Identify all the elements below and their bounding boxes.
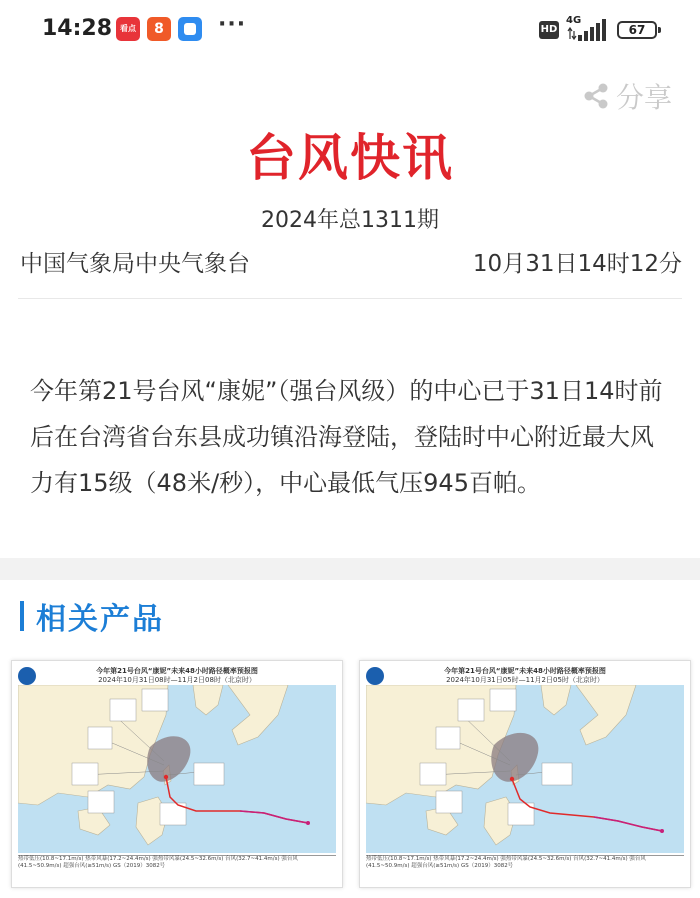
map-title-line1: 今年第21号台风“康妮”未来48小时路径概率预报图 xyxy=(96,667,258,675)
typhoon-track-map xyxy=(366,685,684,853)
typhoon-track-map-card-1[interactable] xyxy=(11,660,343,888)
app-square-icon xyxy=(178,17,202,41)
related-products-title: 相关产品 xyxy=(36,602,164,637)
typhoon-track-map xyxy=(18,685,336,853)
promo-app-icon: 8 xyxy=(147,17,171,41)
heading-accent-bar xyxy=(20,601,24,631)
share-button[interactable] xyxy=(582,80,672,112)
share-icon xyxy=(582,82,610,110)
status-time: 14:28 xyxy=(42,16,113,41)
article-body: 今年第21号台风“康妮”（强台风级）的中心已于31日14时前后在台湾省台东县成功镇沿海登陆，登陆时中心附近最大风力有15级（48米/秒），中心最低气压945百帕。 xyxy=(30,377,663,497)
map-title-line2: 2024年10月31日08时—11月2日08时（北京时） xyxy=(98,676,256,684)
hd-voice-icon: HD xyxy=(539,21,559,39)
map-legend: 热带低压(10.8~17.1m/s) 热带风暴(17.2~24.4m/s) 强热带风暴(24.5~32.6m/s) 台风(32.7~41.4m/s) 强台风(41.5~50.9m/s) 超强台风(≥51m/s) GS（2019）3082号 xyxy=(18,855,336,884)
network-type: 4G xyxy=(566,15,582,26)
divider xyxy=(18,298,682,299)
publisher: 中国气象局中央气象台 xyxy=(20,251,250,277)
section-separator xyxy=(0,558,700,580)
typhoon-track-map-card-2[interactable] xyxy=(359,660,691,888)
related-products-heading xyxy=(20,596,164,636)
cellular-signal-icon xyxy=(566,17,608,43)
more-notifications-icon: ··· xyxy=(218,12,247,37)
share-label: 分享 xyxy=(616,81,673,114)
map-title-line1: 今年第21号台风“康妮”未来48小时路径概率预报图 xyxy=(444,667,606,675)
map-title xyxy=(360,667,690,685)
map-title-line2: 2024年10月31日05时—11月2日05时（北京时） xyxy=(446,676,604,684)
kankan-app-icon: 看点 xyxy=(116,17,140,41)
publish-datetime: 10月31日14时12分 xyxy=(472,251,682,277)
issue-number: 2024年总1311期 xyxy=(261,208,439,233)
article-title: 台风快讯 xyxy=(246,129,454,187)
status-bar xyxy=(0,0,700,62)
map-legend: 热带低压(10.8~17.1m/s) 热带风暴(17.2~24.4m/s) 强热带风暴(24.5~32.6m/s) 台风(32.7~41.4m/s) 强台风(41.5~50.9m/s) 超强台风(≥51m/s) GS（2019）3082号 xyxy=(366,855,684,884)
battery-icon: 67 xyxy=(617,21,657,39)
map-title xyxy=(12,667,342,685)
